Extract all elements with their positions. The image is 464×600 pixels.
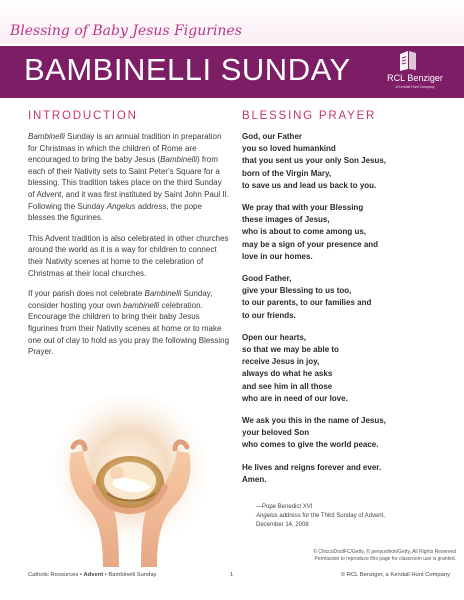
prayer-line: who comes to give the world peace.: [242, 440, 379, 450]
publisher-logo: [372, 50, 458, 94]
prayer-line: God, our Father: [242, 132, 302, 141]
prayer-line: to our parents, to our families and: [242, 298, 372, 308]
prayer-line: We pray that with your Blessing: [242, 203, 364, 213]
prayer-line: We ask you this in the name of Jesus,: [242, 416, 386, 426]
prayer-line: who are in need of our love.: [242, 393, 348, 403]
prayer-line: Open our hearts,: [242, 332, 307, 342]
page-title: BAMBINELLI SUNDAY: [24, 52, 351, 87]
logo-subtext: A Kendall Hunt Company: [395, 85, 435, 89]
page-number: 1: [230, 572, 234, 578]
book-logo-icon: [398, 50, 418, 72]
intro-text: Sunday, consider hosting your own: [28, 289, 213, 310]
intro-term: Angelus: [106, 201, 136, 211]
footer-suffix: • Bambinelli Sunday: [103, 572, 157, 578]
intro-text: ) from each of their Nativity sets to Saint Peter's Square for a blessing. This tradition takes place on the third Sunday of Advent, and it was first instituted by Saint John Paul II. Following the Sunday: [28, 155, 229, 211]
attribution-author: —Pope Benedict XVI: [256, 504, 313, 510]
credits-line: Permission to reproduce this page for classroom use is granted.: [314, 556, 456, 562]
intro-term: Bambinelli: [160, 155, 197, 165]
title-banner: [0, 46, 464, 98]
prayer-line: He lives and reigns forever and ever.: [242, 462, 382, 472]
prayer-line: love in our homes.: [242, 251, 313, 261]
intro-paragraph-3: [28, 288, 230, 358]
footer-copyright: © RCL Benziger, a Kendall Hunt Company: [340, 572, 450, 578]
intro-text: address, the pope blesses the figurines.: [28, 201, 202, 223]
footer-prefix: Catholic Resources •: [28, 572, 84, 578]
intro-term: Bambinelli: [144, 289, 182, 299]
prayer-attribution: [256, 503, 456, 530]
prayer-stanza: [242, 462, 452, 486]
prayer-line: receive Jesus in joy,: [242, 357, 320, 367]
prayer-line: you so loved humankind: [242, 144, 336, 154]
prayer-line: always do what he asks: [242, 369, 333, 379]
introduction-section: [28, 110, 230, 367]
prayer-stanza: [242, 273, 452, 322]
footer-breadcrumb: [28, 572, 156, 578]
page-footer: [0, 568, 464, 588]
prayer-stanza: [242, 202, 452, 263]
prayer-line: who is about to come among us,: [242, 227, 367, 237]
blessing-prayer-section: [242, 110, 452, 496]
photo-credits: [226, 549, 456, 563]
prayer-line: so that we may be able to: [242, 345, 339, 355]
prayer-line: born of the Virgin Mary,: [242, 168, 332, 178]
prayer-line: give your Blessing to us too,: [242, 286, 352, 296]
introduction-heading: INTRODUCTION: [28, 110, 138, 122]
intro-term: bambinelli: [123, 300, 160, 310]
prayer-line: to our friends.: [242, 310, 296, 320]
credits-line: © ChiccoDodiFC/Getty, © penyushkin/Getty, All Rights Reserved: [313, 549, 456, 555]
logo-name: RCL Benziger: [387, 73, 443, 83]
attribution-date: December 14, 2008: [256, 522, 309, 528]
attribution-source: [256, 512, 456, 521]
prayer-stanza: [242, 332, 452, 405]
prayer-stanza: [242, 415, 452, 452]
intro-text: celebration. Encourage the children to bring their baby Jesus figurines from their Nativity scenes at home or to make one out of clay to hold as you pray the following Blessing Prayer.: [28, 300, 230, 357]
attribution-source-text: address for the Third Sunday of Advent,: [277, 513, 385, 519]
intro-term: Bambinelli: [28, 132, 65, 141]
intro-text: Sunday is an annual tradition in preparation for Christmas in which the children of Rome are encouraged to bring the baby Jesus (: [28, 132, 222, 165]
prayer-line: to save us and lead us back to you.: [242, 180, 377, 190]
prayer-line: Good Father,: [242, 274, 292, 284]
attribution-source-italic: Angelus: [256, 513, 278, 519]
page-subtitle: Blessing of Baby Jesus Figurines: [10, 23, 242, 39]
footer-section: Advent: [83, 572, 104, 578]
prayer-line: these images of Jesus,: [242, 215, 330, 225]
prayer-line: that you sent us your only Son Jesus,: [242, 156, 387, 166]
prayer-line: may be a sign of your presence and: [242, 239, 379, 249]
prayer-heading: BLESSING PRAYER: [242, 110, 377, 122]
baby-jesus-figurine-photo: [55, 387, 205, 567]
prayer-line: and see him in all those: [242, 381, 333, 391]
intro-paragraph-2: This Advent tradition is also celebrated in other churches around the world as it is a way for children to connect their Nativity scenes at home to the celebration of Christmas at their local churches.: [28, 233, 229, 278]
prayer-line: your beloved Son: [242, 428, 310, 438]
prayer-line: Amen.: [242, 474, 267, 484]
intro-paragraph-1: [28, 131, 230, 224]
prayer-stanza: [242, 131, 452, 192]
intro-text: If your parish does not celebrate: [28, 289, 145, 299]
